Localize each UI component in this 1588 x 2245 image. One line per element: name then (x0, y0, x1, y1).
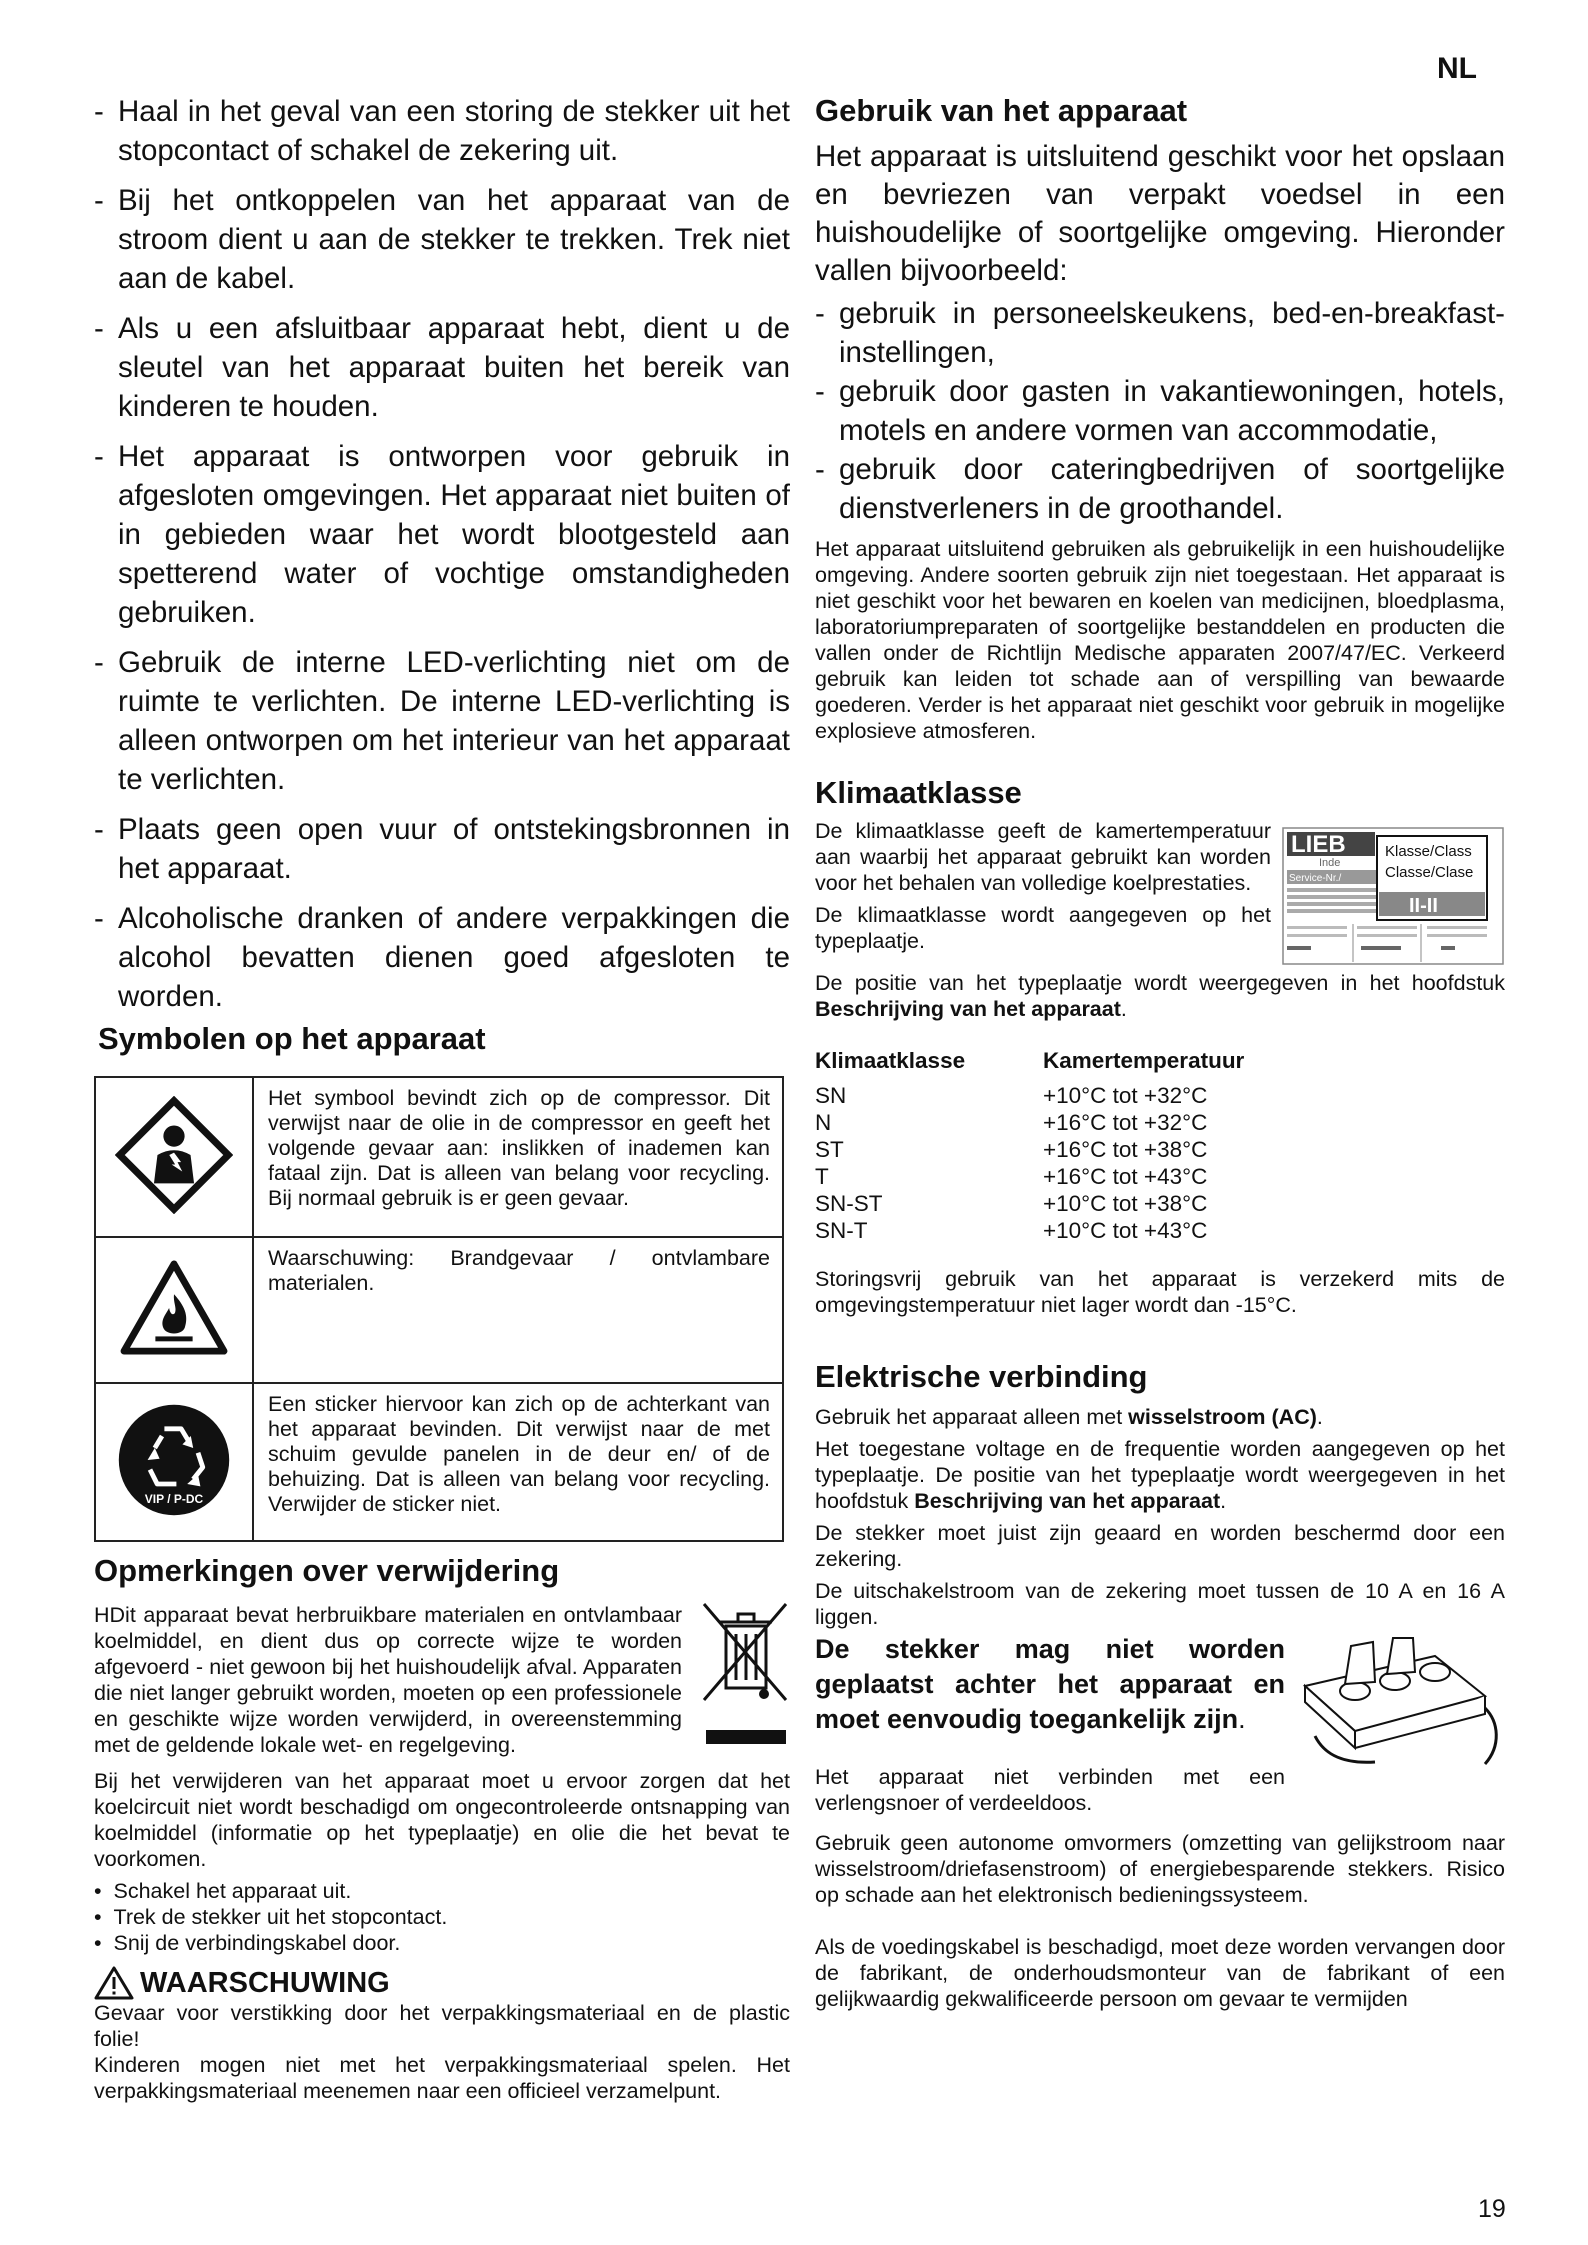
list-item: - Gebruik de interne LED-verlichting niet om de ruimte te verlichten. De interne LED-verlichting is alleen ontworpen om het interieur van het apparaat te verlichten. (94, 646, 790, 796)
elec-paragraph: De stekker moet juist zijn geaard en worden beschermd door een zekering. (815, 1521, 1505, 1571)
warning-paragraph: Kinderen mogen niet met het verpakkingsmateriaal spelen. Het verpakkingsmateriaal meenemen naar een officieel verzamelpunt. (94, 2053, 790, 2103)
right-column (815, 92, 1505, 2012)
type-plate-illustration (1281, 826, 1505, 966)
list-item: • Trek de stekker uit het stopcontact. (94, 1905, 448, 1929)
list-item: - gebruik door cateringbedrijven of soortgelijke dienstverleners in de groothandel. (815, 453, 1505, 525)
svg-text:Service-Nr./: Service-Nr./ (1289, 873, 1342, 884)
use-note: Het apparaat uitsluitend gebruiken als gebruikelijk in een huishoudelijke omgeving. Andere soorten gebruik zijn niet toegestaan. Het apparaat is niet geschikt voor het bewaren en koelen van medicijnen, bloedplasma, laboratoriumpreparaten of soortgelijke bestanddelen en producten die vallen onder de Richtlijn Medische apparaten 2007/47/EC. Verkeerd gebruik kan leiden tot schade aan of verspilling van bewaarde goederen. Verder is het apparaat niet geschikt voor gebruik in mogelijke explosieve atmosferen. (815, 537, 1505, 743)
vip-pdc-label: VIP / P-DC (144, 1491, 204, 1506)
warning-paragraph: Gevaar voor verstikking door het verpakkingsmateriaal en de plastic folie! (94, 2001, 790, 2051)
disposal-paragraph: HDit apparaat bevat herbruikbare materialen en ontvlambaar koelmiddel, en dient dus op correcte wijze te worden afgevoerd - niet gewoon bij het huishoudelijk afval. Apparaten die niet langer gebruikt worden, moeten op een professionele en geschikte wijze worden verwijderd, in overeenstemming met de geldende lokale wet- en regelgeving. (94, 1603, 682, 1757)
elec-paragraph: Het toegestane voltage en de frequentie worden aangegeven op het typeplaatje. De positie van het typeplaatje wordt weergegeven in het hoofdstuk Beschrijving van het apparaat. (815, 1437, 1505, 1513)
table-row: SN-T +10°C tot +43°C (815, 1218, 1208, 1243)
svg-text:Inde: Inde (1319, 857, 1341, 869)
symbol-description: Waarschuwing: Brandgevaar / ontvlambare materialen. (253, 1237, 783, 1383)
symbols-table (94, 1076, 784, 1542)
warning-heading: WAARSCHUWING (94, 1966, 790, 2000)
table-row (95, 1077, 783, 1237)
klimaat-paragraph: De positie van het typeplaatje wordt weergegeven in het hoofdstuk Beschrijving van het apparaat. (815, 971, 1505, 1021)
klimaat-table (815, 1047, 1244, 1244)
klimaat-paragraph: De klimaatklasse geeft de kamertemperatuur aan waarbij het apparaat gebruikt kan worden voor het behalen van volledige koelprestaties. (815, 819, 1271, 895)
plate-class-value: II-II (1409, 895, 1438, 917)
table-header-row (815, 1047, 1244, 1074)
list-item: - gebruik in personeelskeukens, bed-en-breakfast-instellingen, (815, 297, 1505, 369)
use-heading: Gebruik van het apparaat (815, 93, 1188, 128)
warning-triangle-icon (94, 1966, 134, 2000)
elec-paragraph: Het apparaat niet verbinden met een verlengsnoer of verdeeldoos. (815, 1765, 1285, 1815)
elec-paragraph: De uitschakelstroom van de zekering moet tussen de 10 A en 16 A liggen. (815, 1579, 1505, 1629)
disposal-section (94, 1602, 790, 1956)
list-item: - Als u een afsluitbaar apparaat hebt, dient u de sleutel van het apparaat buiten het bereik van kinderen te houden. (94, 312, 790, 423)
column-header: Kamertemperatuur (1043, 1048, 1245, 1073)
left-column (94, 92, 790, 2104)
elec-paragraph: Gebruik geen autonome omvormers (omzetting van gelijkstroom naar wisselstroom/driefasenstroom) of energiebesparende stekkers. Risico op schade aan het elektronisch bedieningssysteem. (815, 1831, 1505, 1907)
elec-paragraph: Als de voedingskabel is beschadigd, moet deze worden vervangen door de fabrikant, de onderhoudsmonteur van de fabrikant of een gelijkwaardig gekwalificeerde persoon om gevaar te vermijden (815, 1935, 1505, 2011)
language-code: NL (1437, 52, 1477, 85)
crossed-bin-icon (700, 1602, 790, 1752)
symbol-description: Een sticker hiervoor kan zich op de achterkant van het apparaat bevinden. Dit verwijst naar de met schuim gevulde panelen in de deur en/ of de behuizing. Dat is alleen van belang voor recycling. Verwijder de sticker niet. (253, 1383, 783, 1541)
table-row: SN-ST +10°C tot +38°C (815, 1191, 1208, 1216)
list-item: • Schakel het apparaat uit. (94, 1879, 352, 1903)
list-item: - Het apparaat is ontworpen voor gebruik in afgesloten omgevingen. Het apparaat niet buiten of in gebieden waar het wordt blootgesteld aan spetterend water of vochtige omstandigheden gebruiken. (94, 440, 790, 629)
symbols-heading: Symbolen op het apparaat (98, 1021, 486, 1056)
list-item: - Bij het ontkoppelen van het apparaat van de stroom dient u aan de stekker te trekken. Trek niet aan de kabel. (94, 184, 790, 295)
page-number: 19 (1478, 2195, 1506, 2223)
klimaat-paragraph: De klimaatklasse wordt aangegeven op het typeplaatje. (815, 903, 1271, 953)
use-intro: Het apparaat is uitsluitend geschikt voor het opslaan en bevriezen van verpakt voedsel in een huishoudelijke of soortgelijke omgeving. Hieronder vallen bijvoorbeeld: (815, 140, 1505, 287)
plate-class-label: Classe/Clase (1385, 864, 1474, 881)
elec-paragraph: Gebruik het apparaat alleen met wisselstroom (AC). (815, 1405, 1323, 1429)
disposal-steps (94, 1878, 790, 1956)
klimaat-heading: Klimaatklasse (815, 775, 1022, 810)
list-item: - gebruik door gasten in vakantiewoningen, hotels, motels en andere vormen van accommodatie, (815, 375, 1505, 447)
table-row (95, 1383, 783, 1541)
list-item: - Alcoholische dranken of andere verpakkingen die alcohol bevatten dienen goed afgesloten te worden. (94, 902, 790, 1013)
list-item: - Plaats geen open vuur of ontstekingsbronnen in het apparaat. (94, 813, 790, 885)
plate-class-label: Klasse/Class (1385, 843, 1472, 860)
elec-heading: Elektrische verbinding (815, 1359, 1148, 1394)
plug-notice: De stekker mag niet worden geplaatst achter het apparaat en moet eenvoudig toegankelijk zijn. (815, 1634, 1285, 1734)
symbol-description: Het symbool bevindt zich op de compressor. Dit verwijst naar de olie in de compressor en geeft het volgende gevaar aan: inslikken of inademen kan fataal zijn. Dat is alleen van belang voor recycling. Bij normaal gebruik is er geen gevaar. (253, 1077, 783, 1237)
disposal-paragraph: Bij het verwijderen van het apparaat moet u ervoor zorgen dat het koelcircuit niet wordt beschadigd om ongecontroleerde ontsnapping van koelmiddel (informatie op het typeplaatje) en olie die het bevat te voorkomen. (94, 1769, 790, 1871)
klimaat-section (815, 818, 1505, 1033)
list-item: - Haal in het geval van een storing de stekker uit het stopcontact of schakel de zekering uit. (94, 95, 790, 167)
klimaat-note: Storingsvrij gebruik van het apparaat is verzekerd mits de omgevingstemperatuur niet lager wordt dan -15°C. (815, 1267, 1505, 1317)
plug-notice-section (815, 1632, 1505, 1764)
table-row: SN +10°C tot +32°C (815, 1083, 1208, 1108)
list-item: • Snij de verbindingskabel door. (94, 1931, 401, 1955)
table-row (95, 1237, 783, 1383)
power-strip-icon (1285, 1636, 1505, 1770)
health-hazard-icon (95, 1077, 253, 1237)
disposal-heading: Opmerkingen over verwijdering (94, 1553, 560, 1588)
recycling-icon (95, 1383, 253, 1541)
flammable-warning-icon (95, 1237, 253, 1383)
table-row: N +16°C tot +32°C (815, 1110, 1208, 1135)
plate-brand: LIEB (1291, 831, 1346, 858)
table-row: ST +16°C tot +38°C (815, 1137, 1208, 1162)
column-header: Klimaatklasse (815, 1048, 966, 1073)
table-row: T +16°C tot +43°C (815, 1164, 1208, 1189)
